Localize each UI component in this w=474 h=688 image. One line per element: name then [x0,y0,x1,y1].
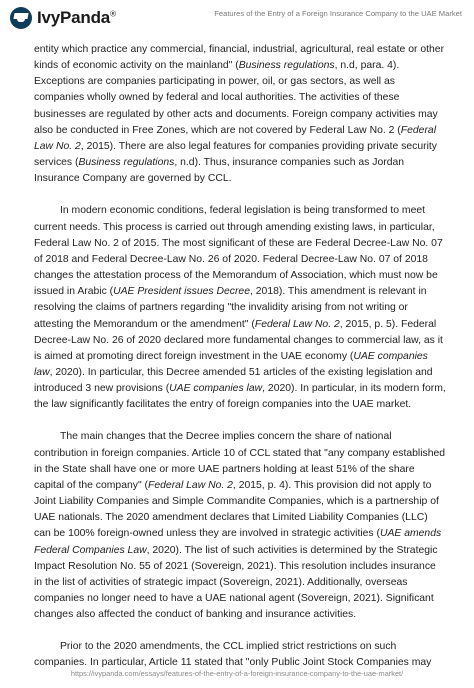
citation-italic: UAE President issues Decree [113,286,250,298]
text-run: , 2015, p. 4). This provision did not apply to Joint Liability Companies and Simple Commandite Companies, which is a partnership of UAE nationals. The 2020 amendment declares that Limited Liability Companies (LLC) can be 100% foreign-owned unless they are involved in strategic activities ( [34,479,439,540]
source-url[interactable]: https://ivypanda.com/essays/features-of-the-entry-of-a-foreign-insurance-company-to-the-uae-market/ [70,669,404,678]
text-run: The main changes that the Decree implies concern the share of national contribution in foreign companies. Article 10 of CCL stated that "any company established in the State shall have one or more UAE partners holding at least 51% of the share capital of the company" ( [34,431,446,491]
text-run: Prior to the 2020 amendments, the CCL implied strict restrictions on such companies. In particular, Article 11 stated that "only Public Joint Stock Companies may [34,641,432,669]
paragraph-2 [34,203,446,413]
citation-italic: Federal Law No. 2 [148,479,233,491]
paragraph-4 [34,639,446,671]
text-run: , 2018). This amendment is relevant in resolving the claims of partners regarding "the invalidity arising from not writing or attesting the Memorandum or the amendment" ( [34,286,427,330]
text-run: , n.d, para. 4). Exceptions are companies participating in power, oil, or gas sectors, as well as companies wholly owned by federal and local authorities. The activities of these businesses are regulated by other acts and documents. Foreign company activities may also be conducted in Free Zones, which are not covered by Federal Law No. 2 ( [34,60,438,136]
essay-body [34,42,446,688]
document-title: Features of the Entry of a Foreign Insurance Company to the UAE Market [214,9,462,18]
text-run: , 2020). In particular, this Decree amended 51 articles of the existing legislation and introduced 3 new provisions ( [34,366,433,395]
citation-italic: Federal Law No. 2 [34,124,436,152]
text-run: , 2020). The list of such activities is determined by the Strategic Impact Resolution No. 55 of 2021 (Sovereign, 2021). This resolution includes insurance in the list of activities of strategic impact (Sovereign, 2021). Additionally, overseas companies no longer need to have a UAE national agent (Sovereign, 2021). Significant changes also affected the conduct of banking and insurance activities. [34,544,438,621]
graduation-cap-icon [10,7,32,29]
text-run: In modern economic conditions, federal legislation is being transformed to meet current needs. This process is carried out through amending existing laws, in particular, Federal Law No. 2 of 2015. The most significant of these are Federal Decree-Law No. 07 of 2018 and Federal Decree-Law No. 26 of 2020. Federal Decree-Law No. 07 of 2018 changes the attestation process of the Memorandum of Association, which must now be issued in Arabic ( [34,205,443,298]
text-run: , 2020). In particular, in its modern form, the law significantly facilitates the entry of foreign companies into the UAE market. [34,383,446,411]
registered-mark: ® [110,9,116,19]
page-header [0,0,474,36]
logo-text: IvyPanda® [37,8,116,27]
paragraph-3 [34,429,446,623]
citation-italic: UAE companies law [34,350,428,378]
citation-italic: Business regulations [78,157,175,169]
citation-italic: UAE amends Federal Companies Law [34,528,442,556]
text-run: , 2015). There are also legal features for companies providing private security services ( [34,140,437,169]
paragraph-1 [34,42,446,187]
citation-italic: Business regulations [238,60,335,72]
citation-italic: Federal Law No. 2 [254,318,340,330]
text-run: entity which practice any commercial, financial, industrial, agricultural, real estate or other kinds of economic activity on the mainland" ( [34,44,445,72]
ivypanda-logo[interactable] [10,6,116,30]
text-run: , 2015, p. 5). Federal Decree-Law No. 26 of 2020 declared more fundamental changes to commercial law, as it is aimed at promoting direct foreign investment in the UAE economy ( [34,318,443,362]
citation-italic: UAE companies law [169,383,263,395]
text-run: , n.d). Thus, insurance companies such as Jordan Insurance Company are governed by CCL. [34,157,405,185]
